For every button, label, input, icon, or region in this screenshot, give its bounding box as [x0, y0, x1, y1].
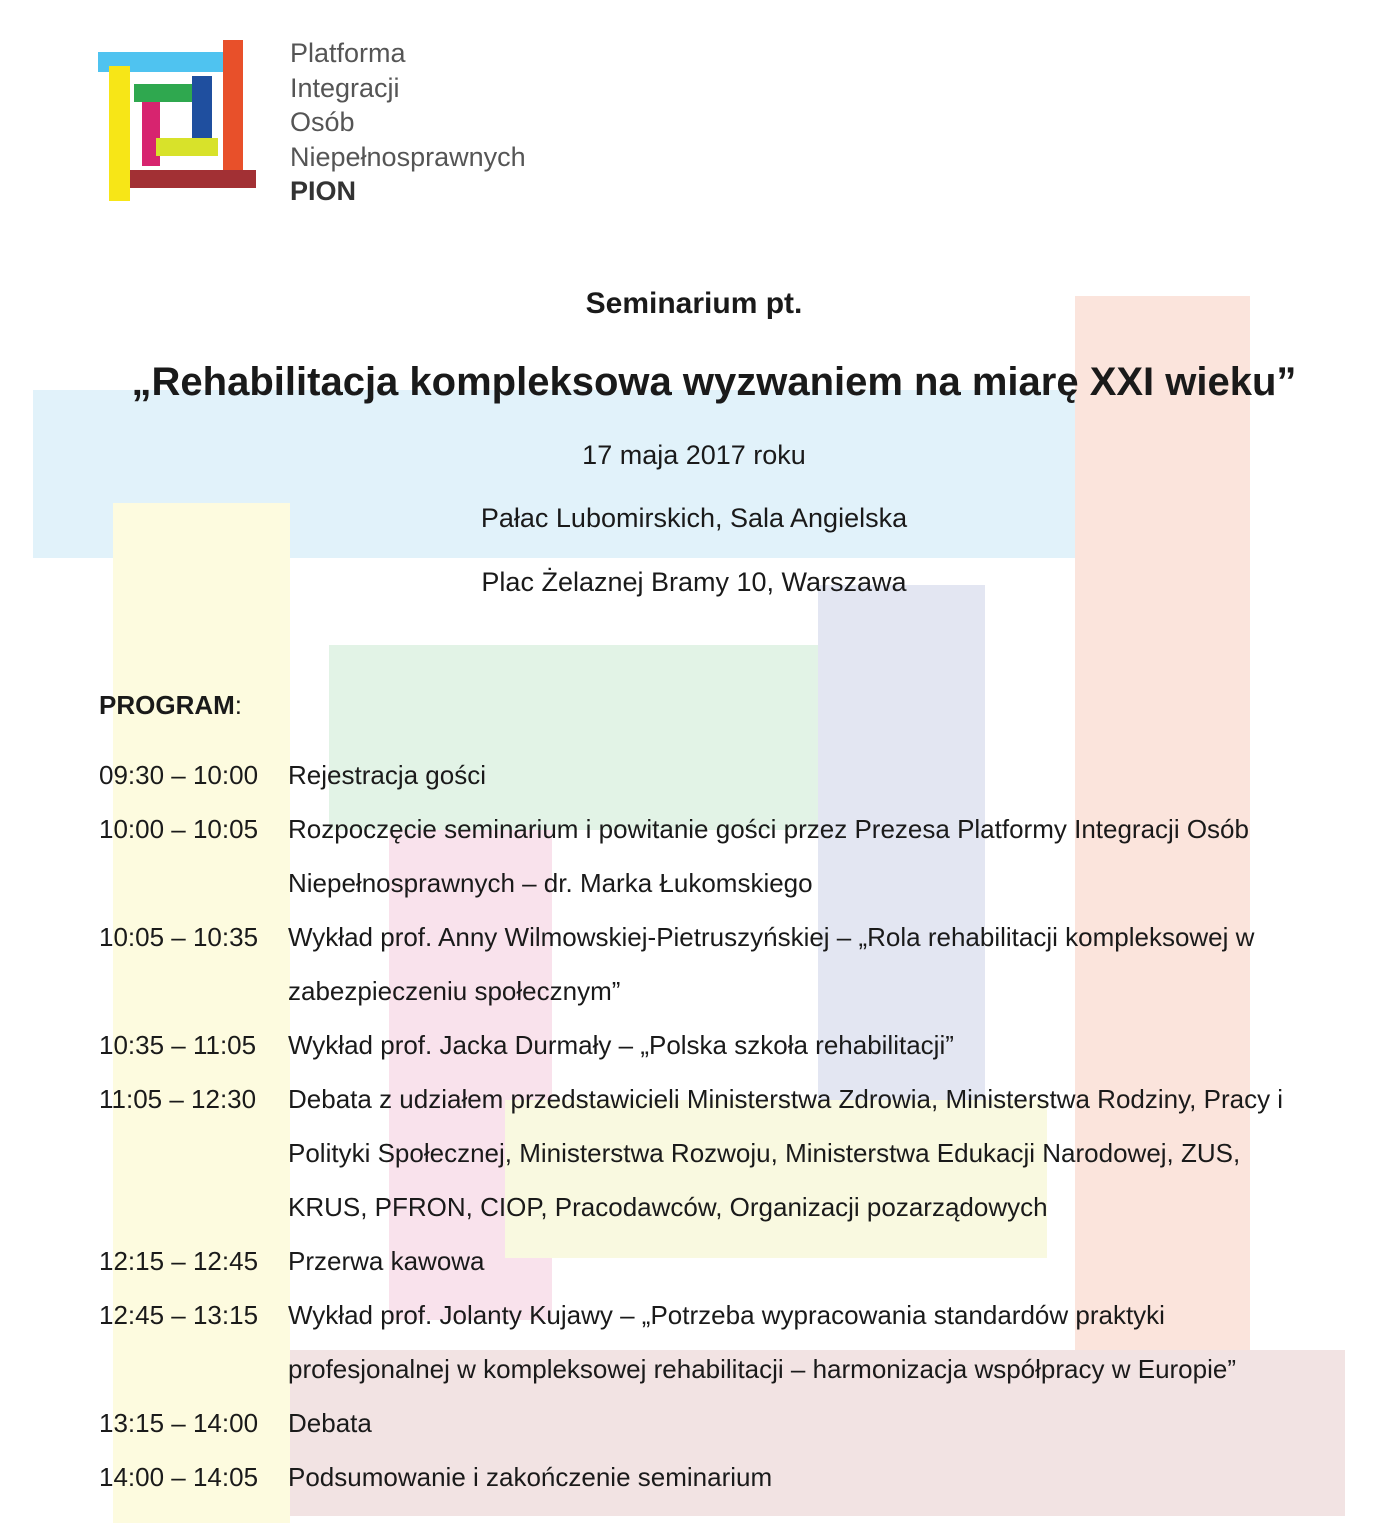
schedule-time: 10:35 – 11:05: [99, 1030, 257, 1060]
schedule-description-line: Wykład prof. Jacka Durmały – „Polska szkoła rehabilitacji”: [288, 1030, 954, 1060]
schedule-description: [288, 1288, 1359, 1396]
event-venue: Pałac Lubomirskich, Sala Angielska: [480, 503, 908, 533]
schedule-description: [288, 1018, 1359, 1072]
schedule-description-line: Rozpoczęcie seminarium i powitanie gości przez Prezesa Platformy Integracji Osób: [288, 814, 1249, 844]
schedule-row: [99, 1450, 1359, 1504]
schedule-description-line: Wykład prof. Anny Wilmowskiej-Pietruszyńskiej – „Rola rehabilitacji kompleksowej w: [288, 922, 1255, 952]
schedule-description-line: Przerwa kawowa: [288, 1246, 485, 1276]
schedule-row: [99, 1072, 1359, 1234]
program-label: PROGRAM: [99, 690, 235, 720]
schedule-description: [288, 1234, 1359, 1288]
schedule-row: [99, 1018, 1359, 1072]
schedule-description: [288, 910, 1359, 1018]
schedule-description: [288, 1450, 1359, 1504]
event-subtitle: Seminarium pt.: [585, 287, 803, 320]
schedule-row: [99, 1288, 1359, 1396]
pion-logo-mark: [98, 40, 258, 205]
schedule-description-line: Niepełnosprawnych – dr. Marka Łukomskiego: [288, 868, 813, 898]
event-address: Plac Żelaznej Bramy 10, Warszawa: [481, 567, 907, 597]
logo-bar-maroon: [130, 170, 256, 188]
logo-bar-yellow: [109, 66, 130, 201]
schedule-description: [288, 802, 1359, 910]
logo-line-3: Osób: [290, 107, 355, 137]
schedule-description-line: KRUS, PFRON, CIOP, Pracodawców, Organizacji pozarządowych: [288, 1192, 1048, 1222]
schedule-row: [99, 1396, 1359, 1450]
program-heading: [99, 690, 242, 721]
schedule-description: [288, 1396, 1359, 1450]
schedule-time: 10:05 – 10:35: [99, 922, 259, 952]
schedule-description-line: Podsumowanie i zakończenie seminarium: [288, 1462, 773, 1492]
schedule-description-line: Rejestracja gości: [288, 760, 486, 790]
event-title: „Rehabilitacja kompleksowa wyzwaniem na miarę XXI wieku”: [131, 360, 1297, 404]
program-label-suffix: :: [234, 690, 243, 720]
schedule-time: 14:00 – 14:05: [99, 1462, 259, 1492]
schedule-description: [288, 748, 1359, 802]
event-date: 17 maja 2017 roku: [582, 440, 806, 470]
program-schedule: [99, 748, 1359, 1504]
logo-line-4: Niepełnosprawnych: [290, 141, 526, 172]
logo-abbreviation: PION: [290, 176, 357, 206]
schedule-time: 11:05 – 12:30: [99, 1084, 257, 1114]
schedule-time: 10:00 – 10:05: [99, 814, 259, 844]
schedule-description-line: Debata: [288, 1408, 372, 1438]
logo-bar-magenta: [142, 102, 160, 166]
schedule-row: [99, 910, 1359, 1018]
schedule-description-line: zabezpieczeniu społecznym”: [288, 976, 621, 1006]
logo-line-1: Platforma: [290, 38, 406, 68]
schedule-description-line: Wykład prof. Jolanty Kujawy – „Potrzeba wypracowania standardów praktyki: [288, 1300, 1165, 1330]
logo-bar-lime: [156, 138, 218, 156]
schedule-time: 09:30 – 10:00: [99, 760, 259, 790]
schedule-row: [99, 748, 1359, 802]
schedule-time: 12:45 – 13:15: [99, 1300, 259, 1330]
schedule-time: 13:15 – 14:00: [99, 1408, 259, 1438]
schedule-description-line: Polityki Społecznej, Ministerstwa Rozwoju, Ministerstwa Edukacji Narodowej, ZUS,: [288, 1138, 1241, 1168]
schedule-description: [288, 1072, 1359, 1234]
schedule-description-line: Debata z udziałem przedstawicieli Ministerstwa Zdrowia, Ministerstwa Rodziny, Pracy i: [288, 1084, 1284, 1114]
logo-bar-navy: [192, 76, 212, 146]
schedule-row: [99, 1234, 1359, 1288]
logo-text: [290, 36, 526, 209]
schedule-row: [99, 802, 1359, 910]
schedule-time: 12:15 – 12:45: [99, 1246, 259, 1276]
logo-bar-orange: [223, 40, 243, 180]
schedule-description-line: profesjonalnej w kompleksowej rehabilitacji – harmonizacja współpracy w Europie”: [288, 1354, 1236, 1384]
logo-line-2: Integracji: [290, 72, 400, 103]
